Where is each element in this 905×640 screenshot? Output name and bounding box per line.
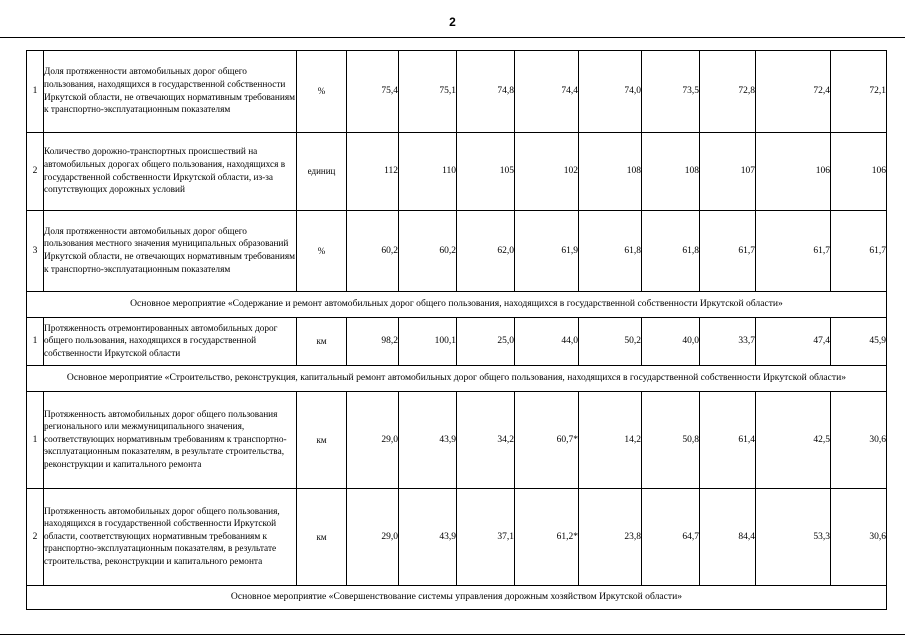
value-cell: 108 [642, 133, 700, 211]
value-cell: 105 [457, 133, 515, 211]
value-cell: 106 [831, 133, 887, 211]
value-cell: 60,7* [515, 392, 579, 489]
value-cell: 23,8 [579, 489, 642, 586]
value-cell: 50,2 [579, 318, 642, 366]
section-row [27, 366, 887, 392]
value-cell: 108 [579, 133, 642, 211]
value-cell: 50,8 [642, 392, 700, 489]
table-row [27, 211, 887, 292]
value-cell: 61,9 [515, 211, 579, 292]
table-row [27, 51, 887, 133]
top-rule [0, 37, 905, 38]
section-row [27, 586, 887, 610]
section-title: Основное мероприятие «Строительство, реконструкция, капитальный ремонт автомобильных дорог общего пользования, находящихся в государственной собственности Иркутской области» [27, 366, 887, 392]
section-row [27, 292, 887, 318]
value-cell: 29,0 [347, 392, 399, 489]
value-cell: 42,5 [756, 392, 831, 489]
row-number: 2 [27, 133, 44, 211]
value-cell: 84,4 [700, 489, 756, 586]
value-cell: 61,4 [700, 392, 756, 489]
value-cell: 25,0 [457, 318, 515, 366]
indicator-name: Протяженность автомобильных дорог общего пользования регионального или межмуниципального значения, соответствующих нормативным требованиям к транспортно-эксплуатационным показателям, в результате строительства, реконструкции и капитального ремонта [44, 392, 297, 489]
value-cell: 74,8 [457, 51, 515, 133]
bottom-rule [0, 634, 905, 635]
unit-cell: % [297, 51, 347, 133]
value-cell: 40,0 [642, 318, 700, 366]
value-cell: 44,0 [515, 318, 579, 366]
value-cell: 34,2 [457, 392, 515, 489]
indicator-name: Количество дорожно-транспортных происшествий на автомобильных дорогах общего пользования, находящихся в государственной собственности Иркутской области, из-за сопутствующих дорожных условий [44, 133, 297, 211]
table-body [27, 51, 887, 610]
value-cell: 102 [515, 133, 579, 211]
indicators-table [26, 50, 887, 610]
value-cell: 64,7 [642, 489, 700, 586]
value-cell: 61,7 [831, 211, 887, 292]
value-cell: 75,4 [347, 51, 399, 133]
value-cell: 107 [700, 133, 756, 211]
value-cell: 14,2 [579, 392, 642, 489]
value-cell: 33,7 [700, 318, 756, 366]
value-cell: 53,3 [756, 489, 831, 586]
value-cell: 61,7 [700, 211, 756, 292]
value-cell: 72,1 [831, 51, 887, 133]
value-cell: 110 [399, 133, 457, 211]
value-cell: 47,4 [756, 318, 831, 366]
value-cell: 61,8 [642, 211, 700, 292]
section-title: Основное мероприятие «Содержание и ремонт автомобильных дорог общего пользования, находящихся в государственной собственности Иркутской области» [27, 292, 887, 318]
value-cell: 106 [756, 133, 831, 211]
indicator-name: Доля протяженности автомобильных дорог общего пользования, находящихся в государственной собственности Иркутской области, не отвечающих нормативным требованиям к транспортно-эксплуатационным показателям [44, 51, 297, 133]
value-cell: 43,9 [399, 392, 457, 489]
value-cell: 60,2 [347, 211, 399, 292]
row-number: 2 [27, 489, 44, 586]
value-cell: 60,2 [399, 211, 457, 292]
value-cell: 100,1 [399, 318, 457, 366]
value-cell: 74,0 [579, 51, 642, 133]
value-cell: 73,5 [642, 51, 700, 133]
unit-cell: км [297, 392, 347, 489]
value-cell: 30,6 [831, 392, 887, 489]
indicator-name: Протяженность отремонтированных автомобильных дорог общего пользования, находящихся в государственной собственности Иркутской области [44, 318, 297, 366]
value-cell: 43,9 [399, 489, 457, 586]
value-cell: 72,8 [700, 51, 756, 133]
value-cell: 74,4 [515, 51, 579, 133]
value-cell: 30,6 [831, 489, 887, 586]
value-cell: 61,2* [515, 489, 579, 586]
table-row [27, 489, 887, 586]
value-cell: 75,1 [399, 51, 457, 133]
value-cell: 29,0 [347, 489, 399, 586]
table-row [27, 392, 887, 489]
table-row [27, 133, 887, 211]
section-title: Основное мероприятие «Совершенствование системы управления дорожным хозяйством Иркутской области» [27, 586, 887, 610]
value-cell: 62,0 [457, 211, 515, 292]
table-row [27, 318, 887, 366]
indicator-name: Доля протяженности автомобильных дорог общего пользования местного значения муниципальных образований Иркутской области, не отвечающих нормативным требованиям к транспортно-эксплуатационным показателям [44, 211, 297, 292]
row-number: 1 [27, 392, 44, 489]
value-cell: 37,1 [457, 489, 515, 586]
unit-cell: % [297, 211, 347, 292]
value-cell: 112 [347, 133, 399, 211]
unit-cell: км [297, 318, 347, 366]
value-cell: 61,7 [756, 211, 831, 292]
row-number: 3 [27, 211, 44, 292]
page-number: 2 [449, 15, 456, 29]
row-number: 1 [27, 51, 44, 133]
unit-cell: км [297, 489, 347, 586]
value-cell: 72,4 [756, 51, 831, 133]
row-number: 1 [27, 318, 44, 366]
value-cell: 98,2 [347, 318, 399, 366]
value-cell: 61,8 [579, 211, 642, 292]
indicator-name: Протяженность автомобильных дорог общего пользования, находящихся в государственной собственности Иркутской области, соответствующих нормативным требованиям к транспортно-эксплуатационным показателям, в результате строительства, реконструкции и капитального ремонта [44, 489, 297, 586]
unit-cell: единиц [297, 133, 347, 211]
value-cell: 45,9 [831, 318, 887, 366]
